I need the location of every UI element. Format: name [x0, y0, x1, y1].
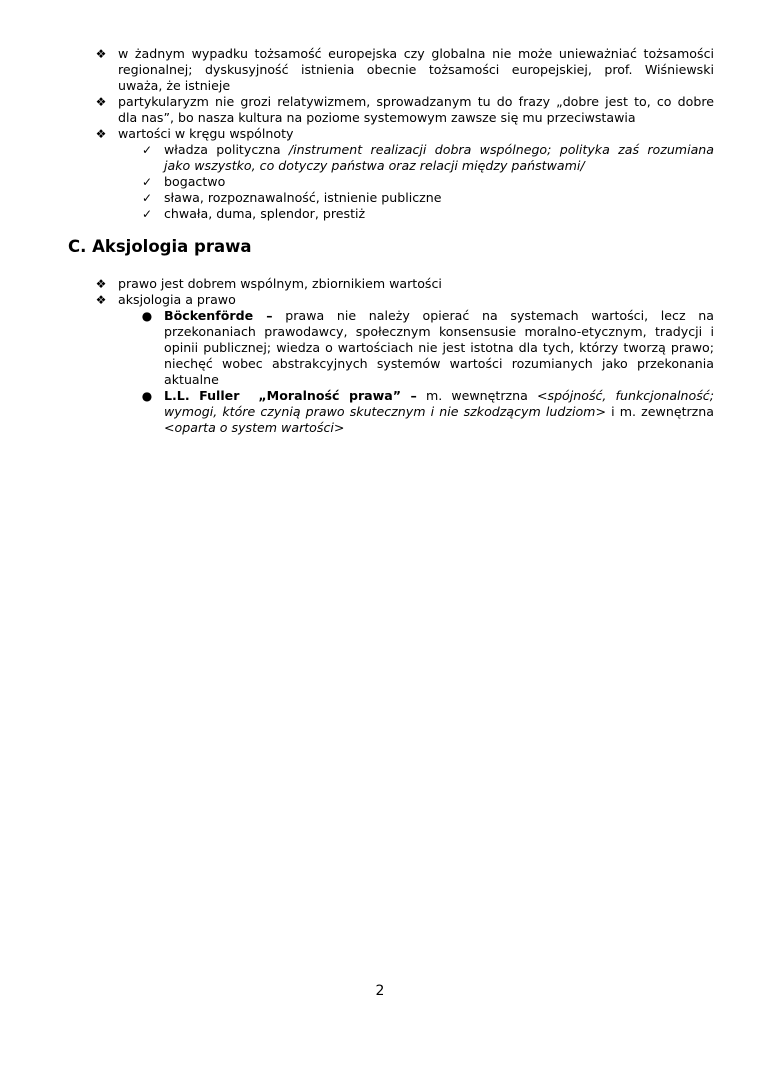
diamond-bullet-icon: ❖: [95, 293, 107, 307]
item-text: i m. zewnętrzna: [606, 404, 714, 419]
text-line: [164, 308, 714, 324]
sublist-item: [164, 308, 714, 388]
item-note: jako wszystko, co dotyczy państwa oraz relacji między państwami/: [164, 158, 585, 173]
text-line: aktualne: [164, 372, 219, 387]
checkmark-icon: ✓: [141, 207, 153, 221]
item-note: wymogi, które czynią prawo skutecznym i nie szkodzącym ludziom>: [164, 404, 606, 419]
text-line: opinii publicznej; wiedza o wartościach nie jest istotna dla tych, którzy tworzą prawo;: [164, 340, 714, 355]
list-item: [118, 276, 714, 292]
text-line: [164, 420, 714, 436]
text-line: uważa, że istnieje: [118, 78, 231, 93]
bullet-dot-icon: ●: [141, 389, 153, 403]
diamond-bullet-icon: ❖: [95, 95, 107, 109]
text-line: [164, 142, 714, 158]
item-text: chwała, duma, splendor, prestiż: [164, 206, 366, 221]
page-number: 2: [375, 983, 385, 999]
checkmark-icon: ✓: [141, 143, 153, 157]
sublist-item: [164, 190, 714, 206]
text-line: [164, 404, 714, 420]
diamond-bullet-icon: ❖: [95, 47, 107, 61]
item-note: <oparta o system wartości>: [164, 420, 345, 435]
list-item: [118, 292, 714, 308]
text-line: dla nas”, bo nasza kultura na poziome systemowym zawsze się mu przeciwstawia: [118, 110, 636, 125]
text-line: prawo jest dobrem wspólnym, zbiornikiem wartości: [118, 276, 442, 291]
diamond-bullet-icon: ❖: [95, 277, 107, 291]
sublist-item: [164, 174, 714, 190]
text-line: [164, 158, 714, 174]
checkmark-icon: ✓: [141, 175, 153, 189]
text-line: regionalnej; dyskusyjność istnienia obecnie tożsamości europejskiej, prof. Wiśniewski: [118, 62, 714, 77]
sublist-item: [164, 388, 714, 436]
author-name: L.L. Fuller „Moralność prawa” –: [164, 388, 417, 403]
item-text: bogactwo: [164, 174, 226, 189]
item-note: <spójność, funkcjonalność;: [536, 388, 714, 403]
text-line: przekonaniach prawodawcy, społecznym konsensusie moralno-etycznym, tradycji i: [164, 324, 714, 339]
sublist-item: [164, 142, 714, 174]
checkmark-icon: ✓: [141, 191, 153, 205]
text-line: niechęć wobec abstrakcyjnych systemów wartości rozumianych jako przekonania: [164, 356, 714, 371]
item-text: m. wewnętrzna: [416, 388, 537, 403]
diamond-bullet-icon: ❖: [95, 127, 107, 141]
bullet-dot-icon: ●: [141, 309, 153, 323]
item-note: /instrument realizacji dobra wspólnego; polityka zaś rozumiana: [288, 142, 714, 157]
list-item: [118, 46, 714, 94]
text-line: [164, 388, 714, 404]
sublist-item: [164, 206, 714, 222]
text-line: partykularyzm nie grozi relatywizmem, sprowadzanym tu do frazy „dobre jest to, co dobre: [118, 94, 714, 109]
item-text: sława, rozpoznawalność, istnienie publiczne: [164, 190, 442, 205]
list-item: [118, 126, 714, 142]
item-text: prawa nie należy opierać na systemach wartości, lecz na: [272, 308, 714, 323]
text-line: wartości w kręgu wspólnoty: [118, 126, 294, 141]
section-heading: C. Aksjologia prawa: [68, 237, 252, 256]
list-item: [118, 94, 714, 126]
item-text: władza polityczna: [164, 142, 289, 157]
text-line: aksjologia a prawo: [118, 292, 236, 307]
text-line: w żadnym wypadku tożsamość europejska czy globalna nie może unieważniać tożsamości: [118, 46, 714, 61]
author-name: Böckenförde –: [164, 308, 273, 323]
